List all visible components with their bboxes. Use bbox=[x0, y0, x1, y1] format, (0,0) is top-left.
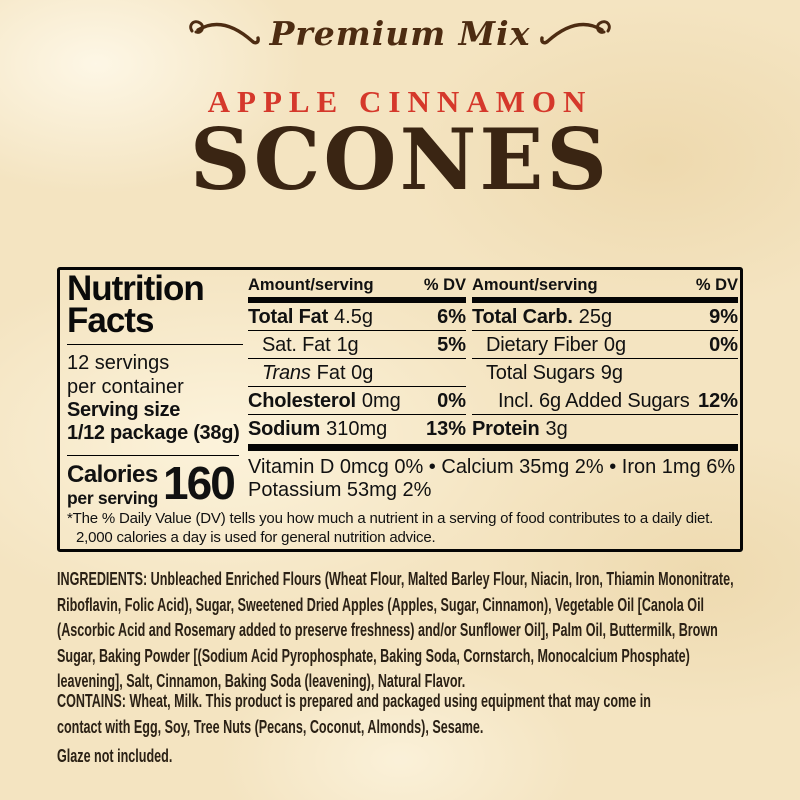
percent-dv-header: % DV bbox=[423, 276, 466, 294]
flourish-right-icon bbox=[540, 17, 614, 51]
serving-size bbox=[67, 399, 243, 445]
nutrition-facts-carb-column bbox=[472, 274, 738, 443]
thick-rule bbox=[248, 444, 738, 451]
allergen-text bbox=[57, 688, 749, 739]
ingredients-line: INGREDIENTS: Unbleached Enriched Flours (Wheat Flour, Malted Barley Flour, Niacin, Iron, Thiamin Mononitrate, bbox=[57, 568, 734, 589]
serving-size-label: Serving size bbox=[67, 399, 181, 421]
ingredients-line: Riboflavin, Folic Acid), Sugar, Sweetened Dried Apples (Apples, Sugar, Cinnamon), Vegetable Oil [Canola Oil bbox=[57, 593, 705, 615]
added-sugars-row bbox=[472, 387, 738, 415]
ingredients-text bbox=[57, 566, 749, 694]
micronutrients-block bbox=[248, 456, 740, 502]
calories-label bbox=[67, 463, 158, 508]
per-serving-word: per serving bbox=[67, 488, 159, 508]
calories-block bbox=[67, 455, 239, 508]
premium-mix-label: Premium Mix bbox=[269, 14, 531, 53]
flavor-title: APPLE CINNAMON bbox=[207, 84, 593, 119]
amount-per-serving-header: Amount/serving bbox=[472, 276, 598, 294]
calories-word: Calories bbox=[67, 461, 158, 488]
ingredients-section bbox=[57, 566, 749, 694]
nutrient-dv: 6% bbox=[437, 306, 466, 328]
nutrition-facts-title bbox=[67, 269, 243, 340]
nutrient-name: Sodium bbox=[248, 418, 321, 440]
column-header bbox=[248, 274, 466, 297]
nutrient-name: Trans bbox=[262, 362, 311, 384]
micronutrients-line1: Vitamin D 0mcg 0% • Calcium 35mg 2% • Iron 1mg 6% bbox=[248, 456, 736, 478]
nutrition-facts-title-line2: Facts bbox=[67, 301, 154, 340]
cholesterol-row bbox=[248, 387, 466, 415]
divider bbox=[67, 344, 243, 345]
servings-unit: per container bbox=[67, 376, 184, 398]
nutrient-amount: 1g bbox=[336, 334, 359, 356]
premium-mix-header bbox=[0, 14, 800, 53]
sat-fat-row bbox=[248, 331, 466, 359]
glaze-note: Glaze not included. bbox=[57, 745, 173, 766]
ingredients-line: leavening], Salt, Cinnamon, Baking Soda (leavening), Natural Flavor. bbox=[57, 670, 466, 691]
protein-row bbox=[472, 415, 738, 443]
ingredients-line: (Ascorbic Acid and Rosemary added to preserve freshness) and/or Sunflower Oil], Palm Oil, Buttermilk, Brown bbox=[57, 619, 718, 640]
nutrition-facts-title-line1: Nutrition bbox=[67, 269, 204, 308]
nutrient-amount: 3g bbox=[545, 418, 568, 440]
nutrition-facts-fat-column bbox=[248, 274, 466, 443]
amount-per-serving-header: Amount/serving bbox=[248, 276, 374, 294]
nutrient-name: Total Fat bbox=[248, 306, 329, 328]
percent-dv-header: % DV bbox=[695, 276, 738, 294]
total-sugars-row bbox=[472, 359, 738, 387]
nutrient-amount: 310mg bbox=[326, 418, 388, 440]
column-header bbox=[472, 274, 738, 297]
nutrient-amount: 4.5g bbox=[334, 306, 373, 328]
nutrient-name: Incl. 6g Added Sugars bbox=[498, 390, 690, 412]
nutrient-dv: 0% bbox=[709, 334, 738, 356]
dv-footnote bbox=[67, 510, 735, 547]
nutrient-name: Dietary Fiber bbox=[486, 334, 598, 356]
contains-line: contact with Egg, Soy, Tree Nuts (Pecans, Coconut, Almonds), Sesame. bbox=[57, 715, 484, 737]
total-fat-row bbox=[248, 303, 466, 331]
servings-per-container bbox=[67, 351, 243, 399]
footnote-line1: *The % Daily Value (DV) tells you how much a nutrient in a serving of food contributes to a daily diet. bbox=[67, 510, 714, 527]
nutrient-amount: 9g bbox=[600, 362, 624, 384]
nutrient-name: Protein bbox=[472, 418, 540, 440]
nutrient-amount: 25g bbox=[578, 306, 613, 328]
calories-value: 160 bbox=[163, 457, 234, 509]
nutrition-facts-panel bbox=[57, 267, 743, 552]
contains-line: CONTAINS: Wheat, Milk. This product is prepared and packaged using equipment that may come in bbox=[57, 690, 651, 711]
nutrient-dv: 0% bbox=[437, 390, 466, 412]
nutrient-dv: 13% bbox=[425, 418, 466, 440]
product-title: SCONES bbox=[189, 110, 611, 209]
nutrient-name: Total Carb. bbox=[472, 306, 573, 328]
footnote-line2: 2,000 calories a day is used for general nutrition advice. bbox=[76, 528, 436, 546]
ingredients-line: Sugar, Baking Powder [(Sodium Acid Pyrophosphate, Baking Soda, Cornstarch, Monocalcium Phosphate) bbox=[57, 644, 690, 666]
dietary-fiber-row bbox=[472, 331, 738, 359]
nutrient-dv: 12% bbox=[697, 390, 738, 412]
nutrient-dv: 5% bbox=[437, 334, 466, 356]
nutrient-dv: 9% bbox=[709, 306, 738, 328]
nutrient-amount: 0mg bbox=[361, 390, 401, 412]
trans-fat-row bbox=[248, 359, 466, 387]
micronutrients-line2: Potassium 53mg 2% bbox=[248, 479, 432, 501]
total-carb-row bbox=[472, 303, 738, 331]
serving-size-value: 1/12 package (38g) bbox=[67, 422, 240, 444]
nutrient-name: Sat. Fat bbox=[262, 334, 331, 356]
allergen-section bbox=[57, 688, 749, 739]
nutrition-facts-left-column bbox=[67, 269, 243, 445]
nutrient-amount: 0g bbox=[603, 334, 627, 356]
flourish-left-icon bbox=[186, 17, 260, 51]
nutrient-name: Cholesterol bbox=[248, 390, 356, 412]
nutrient-name: Total Sugars bbox=[486, 362, 595, 384]
nutrient-amount: Fat 0g bbox=[316, 362, 374, 384]
servings-count: 12 servings bbox=[67, 352, 170, 374]
glaze-note-section bbox=[57, 743, 749, 769]
sodium-row bbox=[248, 415, 466, 443]
